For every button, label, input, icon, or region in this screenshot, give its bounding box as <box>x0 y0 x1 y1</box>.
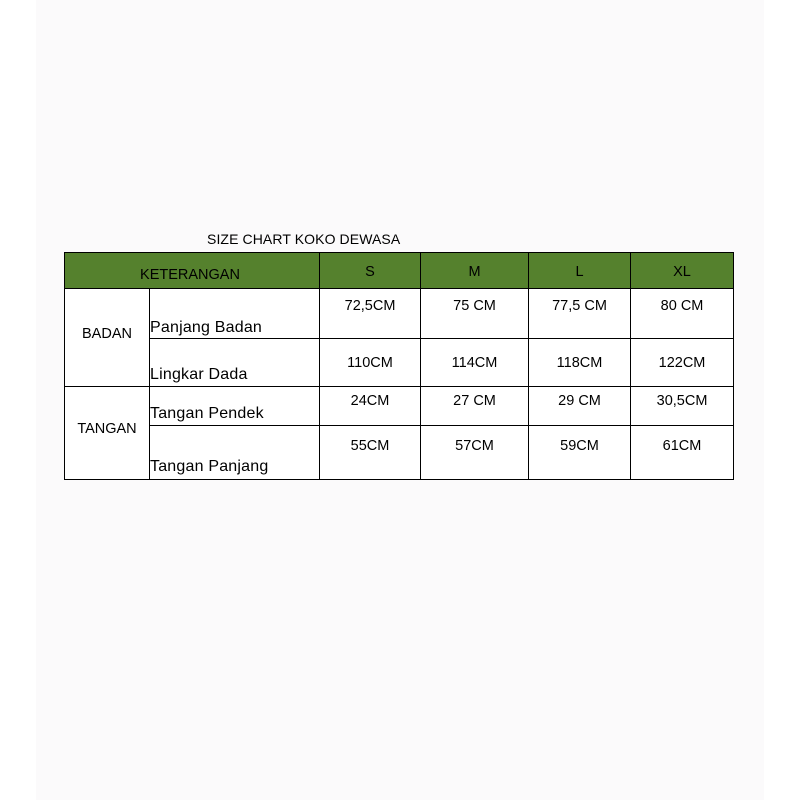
table-row <box>65 289 734 339</box>
cell-value: 77,5 CM <box>529 289 631 339</box>
header-keterangan: KETERANGAN <box>65 253 320 289</box>
cell-value: 24CM <box>320 387 421 426</box>
table-row <box>65 387 734 426</box>
size-chart-table <box>64 252 734 480</box>
cell-value: 72,5CM <box>320 289 421 339</box>
row-label: Panjang Badan <box>150 289 320 339</box>
cell-value: 122CM <box>631 339 734 387</box>
cell-value: 30,5CM <box>631 387 734 426</box>
group-tangan: TANGAN <box>65 387 150 480</box>
cell-value: 29 CM <box>529 387 631 426</box>
group-badan: BADAN <box>65 289 150 387</box>
row-label: Tangan Panjang <box>150 426 320 480</box>
cell-value: 80 CM <box>631 289 734 339</box>
cell-value: 118CM <box>529 339 631 387</box>
row-label: Tangan Pendek <box>150 387 320 426</box>
table-header-row <box>65 253 734 289</box>
header-size-s: S <box>320 253 421 289</box>
header-size-l: L <box>529 253 631 289</box>
size-chart-title: SIZE CHART KOKO DEWASA <box>207 231 401 247</box>
row-label: Lingkar Dada <box>150 339 320 387</box>
table-row <box>65 426 734 480</box>
cell-value: 114CM <box>421 339 529 387</box>
cell-value: 57CM <box>421 426 529 480</box>
header-size-m: M <box>421 253 529 289</box>
header-size-xl: XL <box>631 253 734 289</box>
cell-value: 75 CM <box>421 289 529 339</box>
table-row <box>65 339 734 387</box>
cell-value: 61CM <box>631 426 734 480</box>
cell-value: 27 CM <box>421 387 529 426</box>
cell-value: 110CM <box>320 339 421 387</box>
cell-value: 55CM <box>320 426 421 480</box>
cell-value: 59CM <box>529 426 631 480</box>
